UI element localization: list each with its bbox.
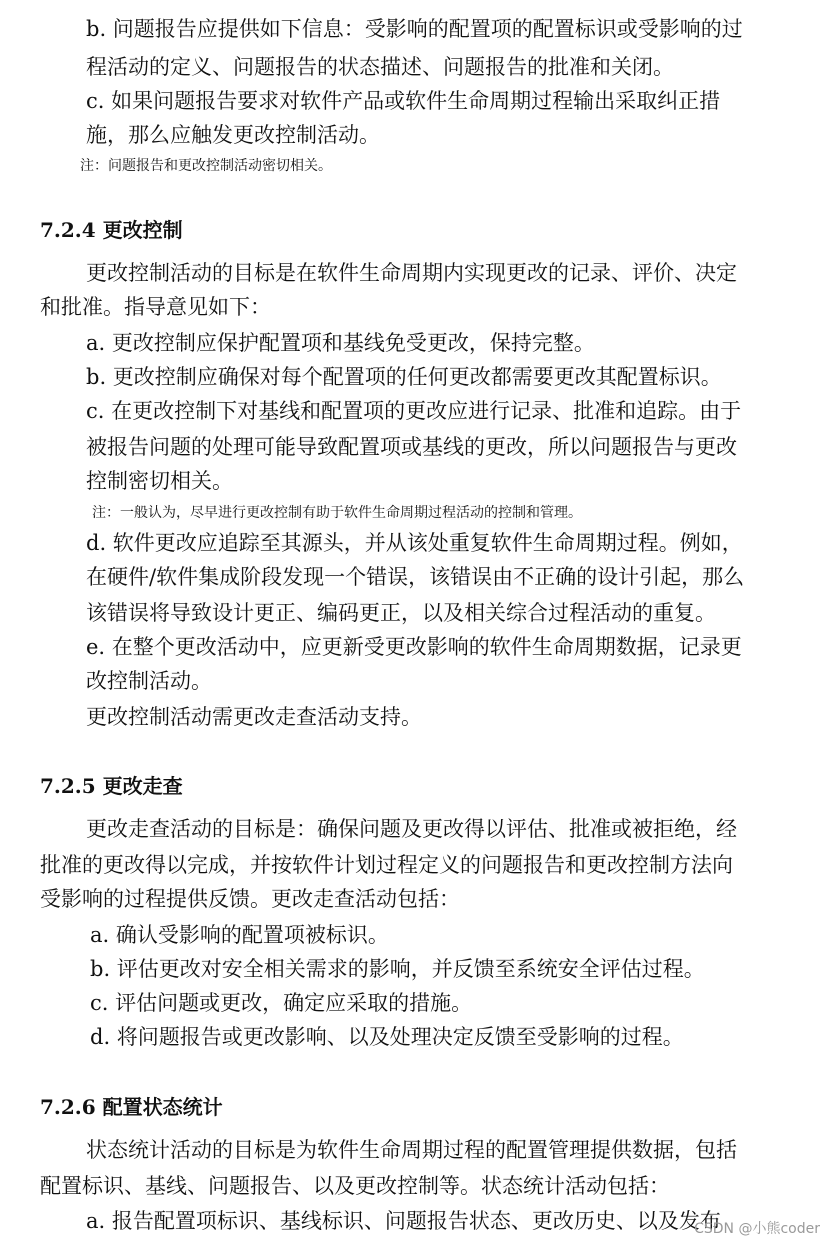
s724-item-d-line-2: 在硬件/软件集成阶段发现一个错误，该错误由不正确的设计引起，那么 — [86, 565, 745, 589]
item-c-line-1: c. 如果问题报告要求对软件产品或软件生命周期过程输出采取纠正措 — [86, 89, 721, 113]
s724-item-d-line-1: d. 软件更改应追踪至其源头，并从该处重复软件生命周期过程。例如， — [86, 531, 743, 555]
s725-item-b: b. 评估更改对安全相关需求的影响，并反馈至系统安全评估过程。 — [90, 957, 705, 981]
note-1: 注：问题报告和更改控制活动密切相关。 — [80, 158, 332, 174]
s724-item-c-line-2: 被报告问题的处理可能导致配置项或基线的更改，所以问题报告与更改 — [86, 435, 737, 459]
s726-intro-line-2: 配置标识、基线、问题报告、以及更改控制等。状态统计活动包括： — [40, 1174, 670, 1198]
item-c-line-2: 施，那么应触发更改控制活动。 — [86, 123, 380, 147]
s724-item-a: a. 更改控制应保护配置项和基线免受更改，保持完整。 — [86, 331, 595, 355]
s724-item-b: b. 更改控制应确保对每个配置项的任何更改都需要更改其配置标识。 — [86, 365, 722, 389]
heading-7-2-4: 7.2.4 更改控制 — [40, 218, 183, 242]
s725-item-c: c. 评估问题或更改，确定应采取的措施。 — [90, 991, 473, 1015]
s725-intro-line-3: 受影响的过程提供反馈。更改走查活动包括： — [40, 887, 460, 911]
s724-item-c-line-1: c. 在更改控制下对基线和配置项的更改应进行记录、批准和追踪。由于 — [86, 399, 742, 423]
s726-intro-line-1: 状态统计活动的目标是为软件生命周期过程的配置管理提供数据，包括 — [86, 1138, 737, 1162]
s725-item-d: d. 将问题报告或更改影响、以及处理决定反馈至受影响的过程。 — [90, 1025, 684, 1049]
s724-item-e-line-1: e. 在整个更改活动中，应更新受更改影响的软件生命周期数据，记录更 — [86, 635, 742, 659]
s726-item-a: a. 报告配置项标识、基线标识、问题报告状态、更改历史、以及发布 — [86, 1209, 721, 1233]
heading-7-2-5: 7.2.5 更改走查 — [40, 774, 183, 798]
s724-item-c-line-3: 控制密切相关。 — [86, 469, 233, 493]
heading-7-2-6: 7.2.6 配置状态统计 — [40, 1095, 223, 1119]
s725-intro-line-2: 批准的更改得以完成，并按软件计划过程定义的问题报告和更改控制方法向 — [40, 853, 733, 877]
s724-intro-line-1: 更改控制活动的目标是在软件生命周期内实现更改的记录、评价、决定 — [86, 261, 737, 285]
item-b-line-1: b. 问题报告应提供如下信息：受影响的配置项的配置标识或受影响的过 — [86, 17, 743, 41]
s724-intro-line-2: 和批准。指导意见如下： — [40, 295, 271, 319]
s724-item-e-line-2: 改控制活动。 — [86, 669, 212, 693]
s724-closing: 更改控制活动需更改走查活动支持。 — [86, 705, 422, 729]
s724-item-d-line-3: 该错误将导致设计更正、编码更正，以及相关综合过程活动的重复。 — [86, 601, 716, 625]
s725-intro-line-1: 更改走查活动的目标是：确保问题及更改得以评估、批准或被拒绝，经 — [86, 817, 737, 841]
note-2: 注：一般认为，尽早进行更改控制有助于软件生命周期过程活动的控制和管理。 — [92, 505, 582, 521]
item-b-line-2: 程活动的定义、问题报告的状态描述、问题报告的批准和关闭。 — [86, 55, 674, 79]
s725-item-a: a. 确认受影响的配置项被标识。 — [90, 923, 389, 947]
watermark-label: CSDN @小熊coder — [694, 1221, 820, 1237]
